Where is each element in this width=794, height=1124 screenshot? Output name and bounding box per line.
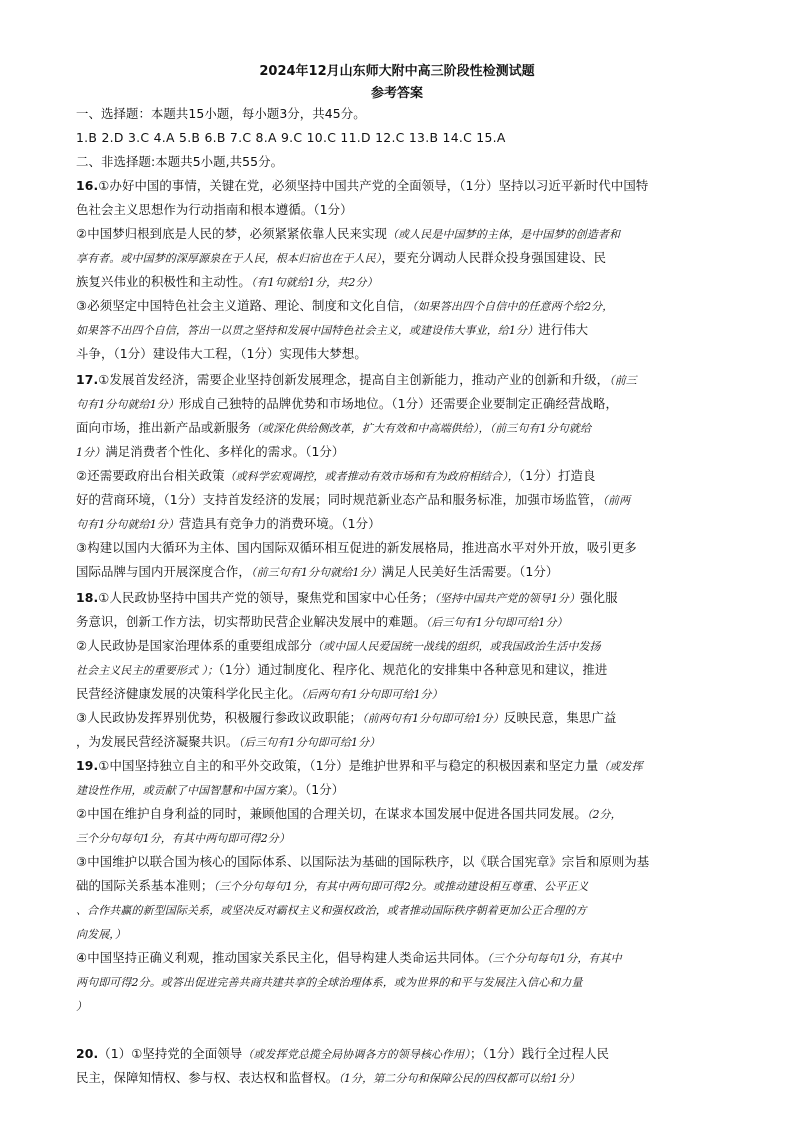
q18-line-4: 社会主义民主的重要形式 ）；（1分）通过制度化、程序化、规范化的安排集中各种意见和建议，推进: [76, 662, 608, 677]
q19-line-8: 向发展，）: [76, 928, 126, 941]
document-subtitle: 参考答案: [370, 86, 423, 101]
q17-line-2: 句有1分句就给1分）形成自己独特的品牌优势和市场地位。（1分）还需要企业要制定正确经营战略，: [76, 396, 618, 411]
q18-line-3: ②人民政协是国家治理体系的重要组成部分（或中国人民爱国统一战线的组织，或我国政治生活中发扬: [76, 638, 601, 653]
q18-line-6: ③人民政协发挥界别优势，积极履行参政议政职能；（前两句有1分句即可给1分）反映民意，集思广益: [76, 710, 617, 725]
q19-line-4: 三个分句每句1分，有其中两句即可得2分）: [76, 832, 290, 845]
q19-number: 19.: [76, 758, 99, 773]
q18-line-1: 18.①人民政协坚持中国共产党的领导，聚焦党和国家中心任务；（坚持中国共产党的领导1分）强化服: [76, 590, 618, 605]
q20-line-1: 20.（1）①坚持党的全面领导（或发挥党总揽全局协调各方的领导核心作用）；（1分）践行全过程人民: [76, 1046, 610, 1061]
q16-line-7: 如果答不出四个自信，答出一以贯之坚持和发展中国特色社会主义，或建设伟大事业，给1分）进行伟大: [76, 322, 589, 337]
q16-line-1: 16.①办好中国的事情，关键在党，必须坚持中国共产党的全面领导，（1分）坚持以习近平新时代中国特: [76, 178, 649, 193]
document-title: 2024年12月山东师大附中高三阶段性检测试题: [259, 64, 535, 79]
q19-line-1: 19.①中国坚持独立自主的和平外交政策，（1分）是维护世界和平与稳定的积极因素和坚定力量（或发挥: [76, 758, 643, 773]
q17-line-8: ③构建以国内大循环为主体、国内国际双循环相互促进的新发展格局，推进高水平对外开放，吸引更多: [76, 540, 637, 555]
q17-number: 17.: [76, 372, 99, 387]
q16-line-3: ②中国梦归根到底是人民的梦，必须紧紧依靠人民来实现（或人民是中国梦的主体，是中国梦的创造者和: [76, 226, 621, 241]
multiple-choice-answers: 1.B 2.D 3.C 4.A 5.B 6.B 7.C 8.A 9.C 10.C 11.D 12.C 13.B 14.C 15.A: [76, 130, 506, 145]
q16-line-2: 色社会主义思想作为行动指南和根本遵循。（1分）: [76, 202, 353, 217]
q19-line-3: ②中国在维护自身利益的同时，兼顾他国的合理关切，在谋求本国发展中促进各国共同发展。（2分，: [76, 806, 622, 821]
q17-line-6: 好的营商环境，（1分）支持首发经济的发展；同时规范新业态产品和服务标准，加强市场监管，（前两: [76, 492, 631, 507]
q16-line-5: 族复兴伟业的积极性和主动性。（有1句就给1分，共2分）: [76, 274, 378, 289]
q19-line-11: ）: [76, 1000, 88, 1013]
q18-line-2: 务意识，创新工作方法，切实帮助民营企业解决发展中的难题。（后三句有1分句即可给1分）: [76, 614, 568, 629]
q17-line-4: 1分）满足消费者个性化、多样化的需求。（1分）: [76, 444, 345, 459]
q16-number: 16.: [76, 178, 99, 193]
q19-line-7: 、合作共赢的新型国际关系，或坚决反对霸权主义和强权政治，或者推动国际秩序朝着更加公正合理的方: [76, 904, 587, 917]
q16-line-4: 享有者。或中国梦的深厚源泉在于人民，根本归宿也在于人民），要充分调动人民群众投身强国建设、民: [76, 250, 607, 265]
q17-line-1: 17.①发展首发经济，需要企业坚持创新发展理念，提高自主创新能力，推动产业的创新和升级，（前三: [76, 372, 637, 387]
q16-line-8: 斗争，（1分）建设伟大工程，（1分）实现伟大梦想。: [76, 346, 367, 361]
q17-line-9: 国际品牌与国内开展深度合作，（前三句有1分句就给1分）满足人民美好生活需要。（1分）: [76, 564, 559, 579]
q16-line-6: ③必须坚定中国特色社会主义道路、理论、制度和文化自信，（如果答出四个自信中的任意两个给2分，: [76, 298, 614, 313]
q20-number: 20.: [76, 1046, 99, 1061]
q17-line-3: 面向市场，推出新产品或新服务（或深化供给侧改革，扩大有效和中高端供给），（前三句有1分句就给: [76, 420, 592, 435]
q19-line-9: ④中国坚持正确义利观，推动国家关系民主化，倡导构建人类命运共同体。（三个分句每句1分，有其中: [76, 950, 622, 965]
q18-line-7: ，为发展民营经济凝聚共识。（后三句有1分句即可给1分）: [76, 734, 381, 749]
q17-line-5: ②还需要政府出台相关政策（或科学宏观调控，或者推动有效市场和有为政府相结合），（1分）打造良: [76, 468, 596, 483]
q19-line-2: 建设性作用，或贡献了中国智慧和中国方案）。（1分）: [76, 782, 345, 797]
section-2-heading: 二、非选择题:本题共5小题,共55分。: [76, 154, 284, 169]
q18-line-5: 民营经济健康发展的决策科学化民主化。（后两句有1分句即可给1分）: [76, 686, 443, 701]
q19-line-10: 两句即可得2分。或答出促进完善共商共建共享的全球治理体系，或为世界的和平与发展注入信心和力量: [76, 976, 583, 989]
q18-number: 18.: [76, 590, 99, 605]
q20-line-2: 民主，保障知情权、参与权、表达权和监督权。（1分，第二分句和保障公民的四权都可以给1分）: [76, 1070, 581, 1085]
section-1-heading: 一、选择题：本题共15小题，每小题3分，共45分。: [76, 106, 366, 121]
q17-line-7: 句有1分句就给1分）营造具有竞争力的消费环境。（1分）: [76, 516, 381, 531]
q19-line-5: ③中国维护以联合国为核心的国际体系、以国际法为基础的国际秩序，以《联合国宪章》宗旨和原则为基: [76, 854, 650, 869]
q19-line-6: 础的国际关系基本准则；（三个分句每句1分，有其中两句即可得2分。或推动建设相互尊重、公平正义: [76, 878, 589, 893]
